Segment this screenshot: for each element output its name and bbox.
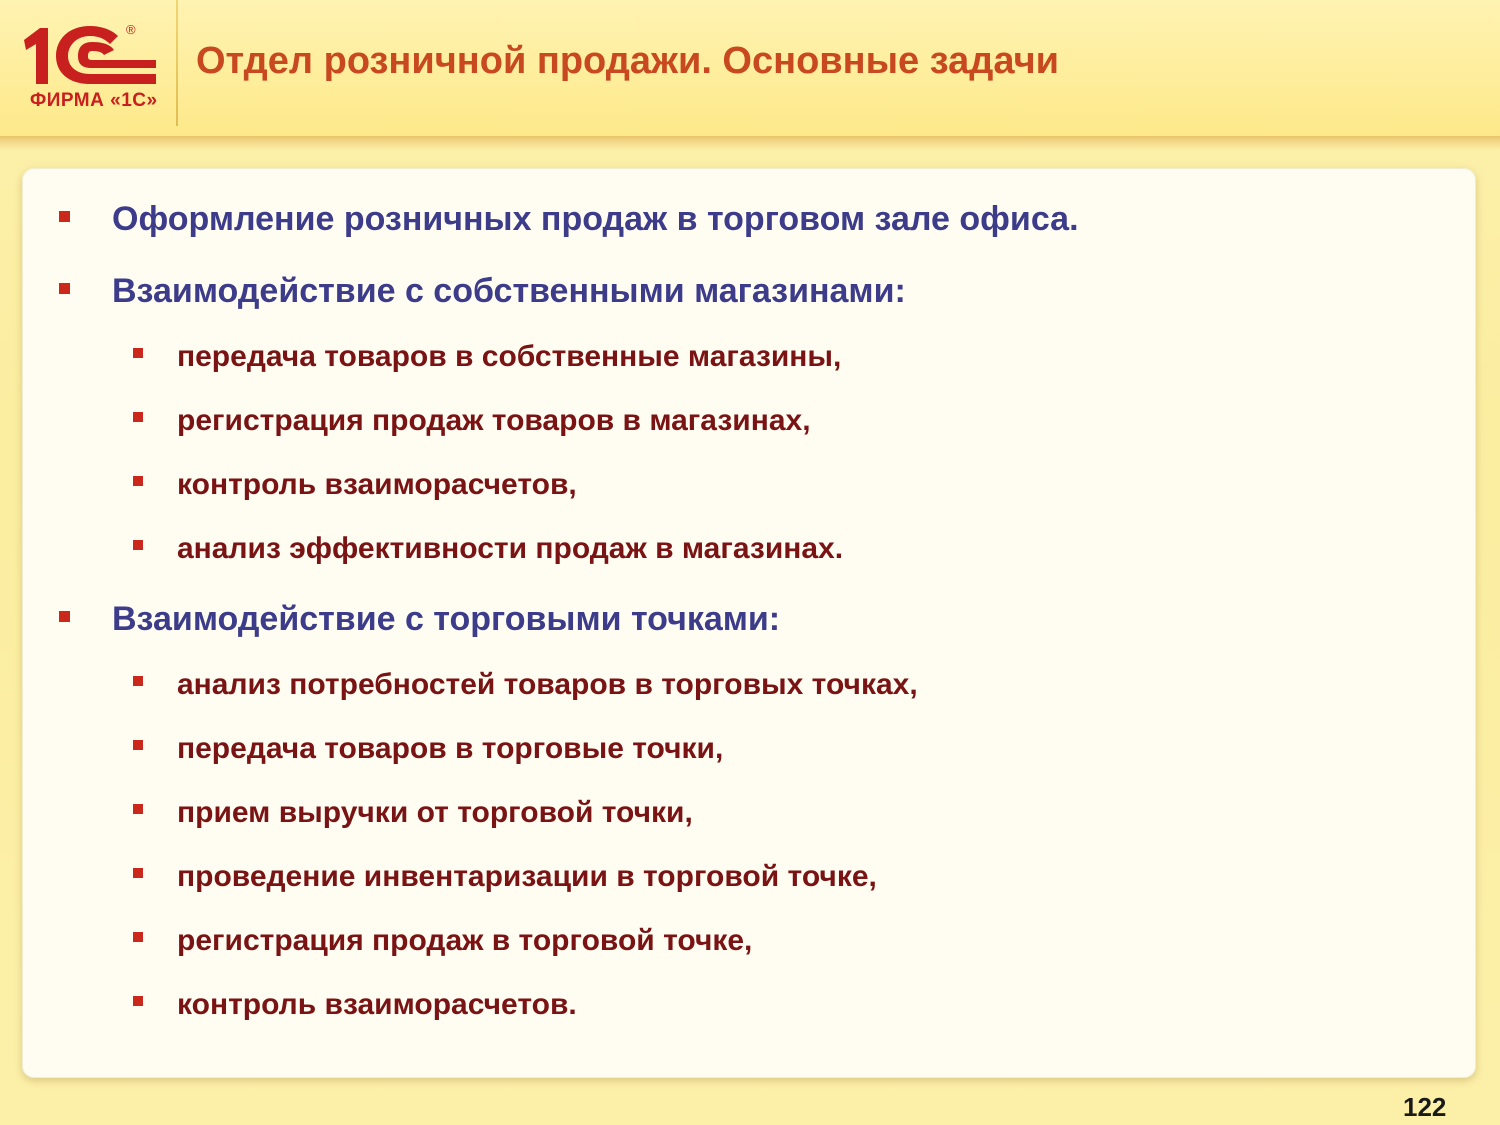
list-item-text: передача товаров в торговые точки,	[177, 732, 724, 765]
bullet-square-icon	[133, 932, 143, 942]
bullet-square-icon	[133, 412, 143, 422]
list-item-text: Оформление розничных продаж в торговом зале офиса.	[112, 200, 1079, 238]
header-shadow	[0, 136, 1500, 150]
bullet-square-icon	[59, 211, 70, 222]
bullet-square-icon	[133, 476, 143, 486]
list-item-text: анализ эффективности продаж в магазинах.	[177, 532, 844, 565]
page-title: Отдел розничной продажи. Основные задачи	[196, 40, 1059, 82]
logo-mark-icon	[18, 18, 168, 88]
bullet-square-icon	[133, 740, 143, 750]
list-subitem	[177, 532, 843, 566]
list-item-text: регистрация продаж в торговой точке,	[177, 924, 753, 957]
bullet-square-icon	[133, 868, 143, 878]
registered-mark: ®	[126, 22, 136, 37]
bullet-square-icon	[59, 611, 70, 622]
list-item-text: Взаимодействие с торговыми точками:	[112, 600, 781, 638]
list-subitem	[177, 468, 577, 502]
list-item-text: передача товаров в собственные магазины,	[177, 340, 842, 373]
bullet-square-icon	[133, 348, 143, 358]
list-subitem	[177, 924, 752, 958]
list-subitem	[177, 340, 841, 374]
list-subitem	[177, 860, 877, 894]
bullet-square-icon	[133, 804, 143, 814]
list-subitem	[177, 668, 918, 702]
list-subitem	[177, 988, 577, 1022]
bullet-square-icon	[59, 283, 70, 294]
list-item-text: регистрация продаж товаров в магазинах,	[177, 404, 811, 437]
bullet-square-icon	[133, 540, 143, 550]
bullet-square-icon	[133, 996, 143, 1006]
logo-caption: ФИРМА «1С»	[30, 90, 158, 111]
list-item-text: анализ потребностей товаров в торговых точках,	[177, 668, 918, 701]
list-item-text: Взаимодействие с собственными магазинами:	[112, 272, 906, 310]
page-number: 122	[1403, 1092, 1447, 1122]
list-subitem	[177, 796, 693, 830]
list-item	[112, 200, 1079, 239]
list-item-text: прием выручки от торговой точки,	[177, 796, 693, 829]
bullet-square-icon	[133, 676, 143, 686]
list-item-text: проведение инвентаризации в торговой точке,	[177, 860, 877, 893]
list-subitem	[177, 404, 811, 438]
list-item	[112, 600, 780, 639]
header-divider	[176, 0, 178, 126]
list-item-text: контроль взаиморасчетов.	[177, 988, 577, 1021]
list-item-text: контроль взаиморасчетов,	[177, 468, 577, 501]
list-subitem	[177, 732, 723, 766]
company-logo	[18, 18, 168, 118]
list-item	[112, 272, 906, 311]
